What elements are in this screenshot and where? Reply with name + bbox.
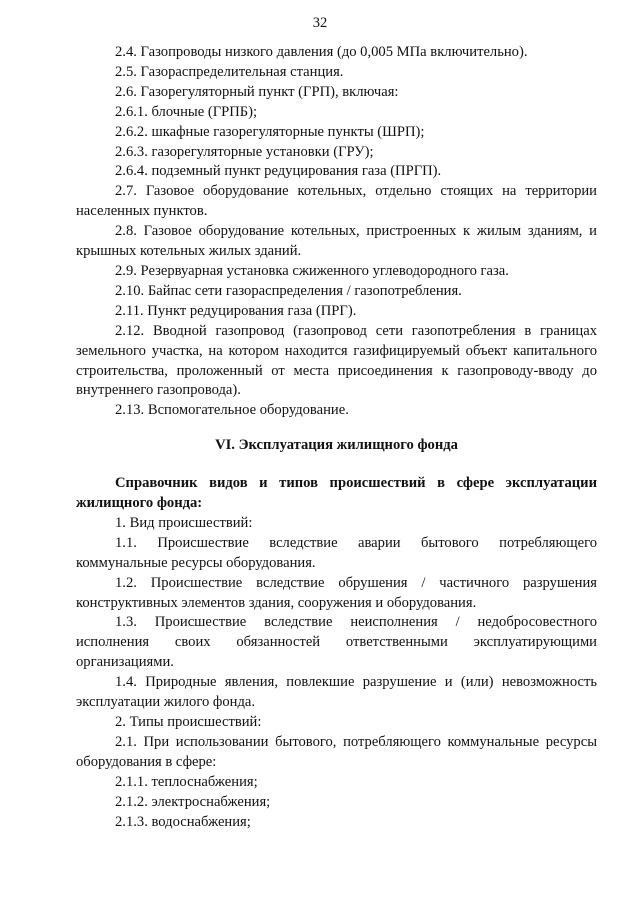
list-item: 2.6.1. блочные (ГРПБ); [115,103,258,120]
list-item: 2.1.3. водоснабжения; [115,813,251,830]
list-item: 2.5. Газораспределительная станция. [115,63,344,80]
list-item: 2.6.2. шкафные газорегуляторные пункты (ШРП); [115,123,425,140]
list-item: 2.1. При использовании бытового, потребляющего коммунальные ресурсы оборудования в сфере: [76,733,597,770]
list-item: 2.8. Газовое оборудование котельных, пристроенных к жилым зданиям, и крышных котельных жилых зданий. [76,223,597,260]
document-body [76,43,597,832]
reference-heading: Справочник видов и типов происшествий в сфере эксплуатации жилищного фонда: [76,475,597,512]
list-item: 2.6. Газорегуляторный пункт (ГРП), включая: [115,83,399,100]
section-title: VI. Эксплуатация жилищного фонда [215,437,458,454]
list-item: 2.12. Вводной газопровод (газопровод сети газопотребления в границах земельного участка, на котором находится газифицируемый объект капитального строительства, проложенный от места присоединения к газопроводу-вводу до внутреннего газопровода). [76,322,597,399]
page-number: 32 [312,15,328,31]
list-item: 2.1.2. электроснабжения; [115,793,271,810]
list-item: 2.4. Газопроводы низкого давления (до 0,005 МПа включительно). [115,44,528,60]
list-item: 2.13. Вспомогательное оборудование. [115,402,349,419]
list-item: 1.2. Происшествие вследствие обрушения / частичного разрушения конструктивных элементов здания, сооружения и оборудования. [76,574,597,611]
list-item: 2.1.1. теплоснабжения; [115,773,258,790]
list-item: 2.6.3. газорегуляторные установки (ГРУ); [115,143,374,160]
list-item: 2.7. Газовое оборудование котельных, отдельно стоящих на территории населенных пунктов. [76,183,597,220]
list-item: 1.1. Происшествие вследствие аварии бытового потребляющего коммунальные ресурсы оборудования. [76,534,597,571]
list-item: 1.4. Природные явления, повлекшие разрушение и (или) невозможность эксплуатации жилого фонда. [76,674,597,711]
list-item: 1.3. Происшествие вследствие неисполнения / недобросовестного исполнения своих обязанностей ответственными эксплуатирующими организациями. [76,614,597,671]
list-item: 1. Вид происшествий: [115,514,253,531]
list-item: 2.6.4. подземный пункт редуцирования газа (ПРГП). [115,163,442,180]
list-item: 2.11. Пункт редуцирования газа (ПРГ). [115,302,357,319]
list-item: 2.9. Резервуарная установка сжиженного углеводородного газа. [115,262,509,279]
list-item: 2.10. Байпас сети газораспределения / газопотребления. [115,282,462,299]
list-item: 2. Типы происшествий: [115,714,262,730]
